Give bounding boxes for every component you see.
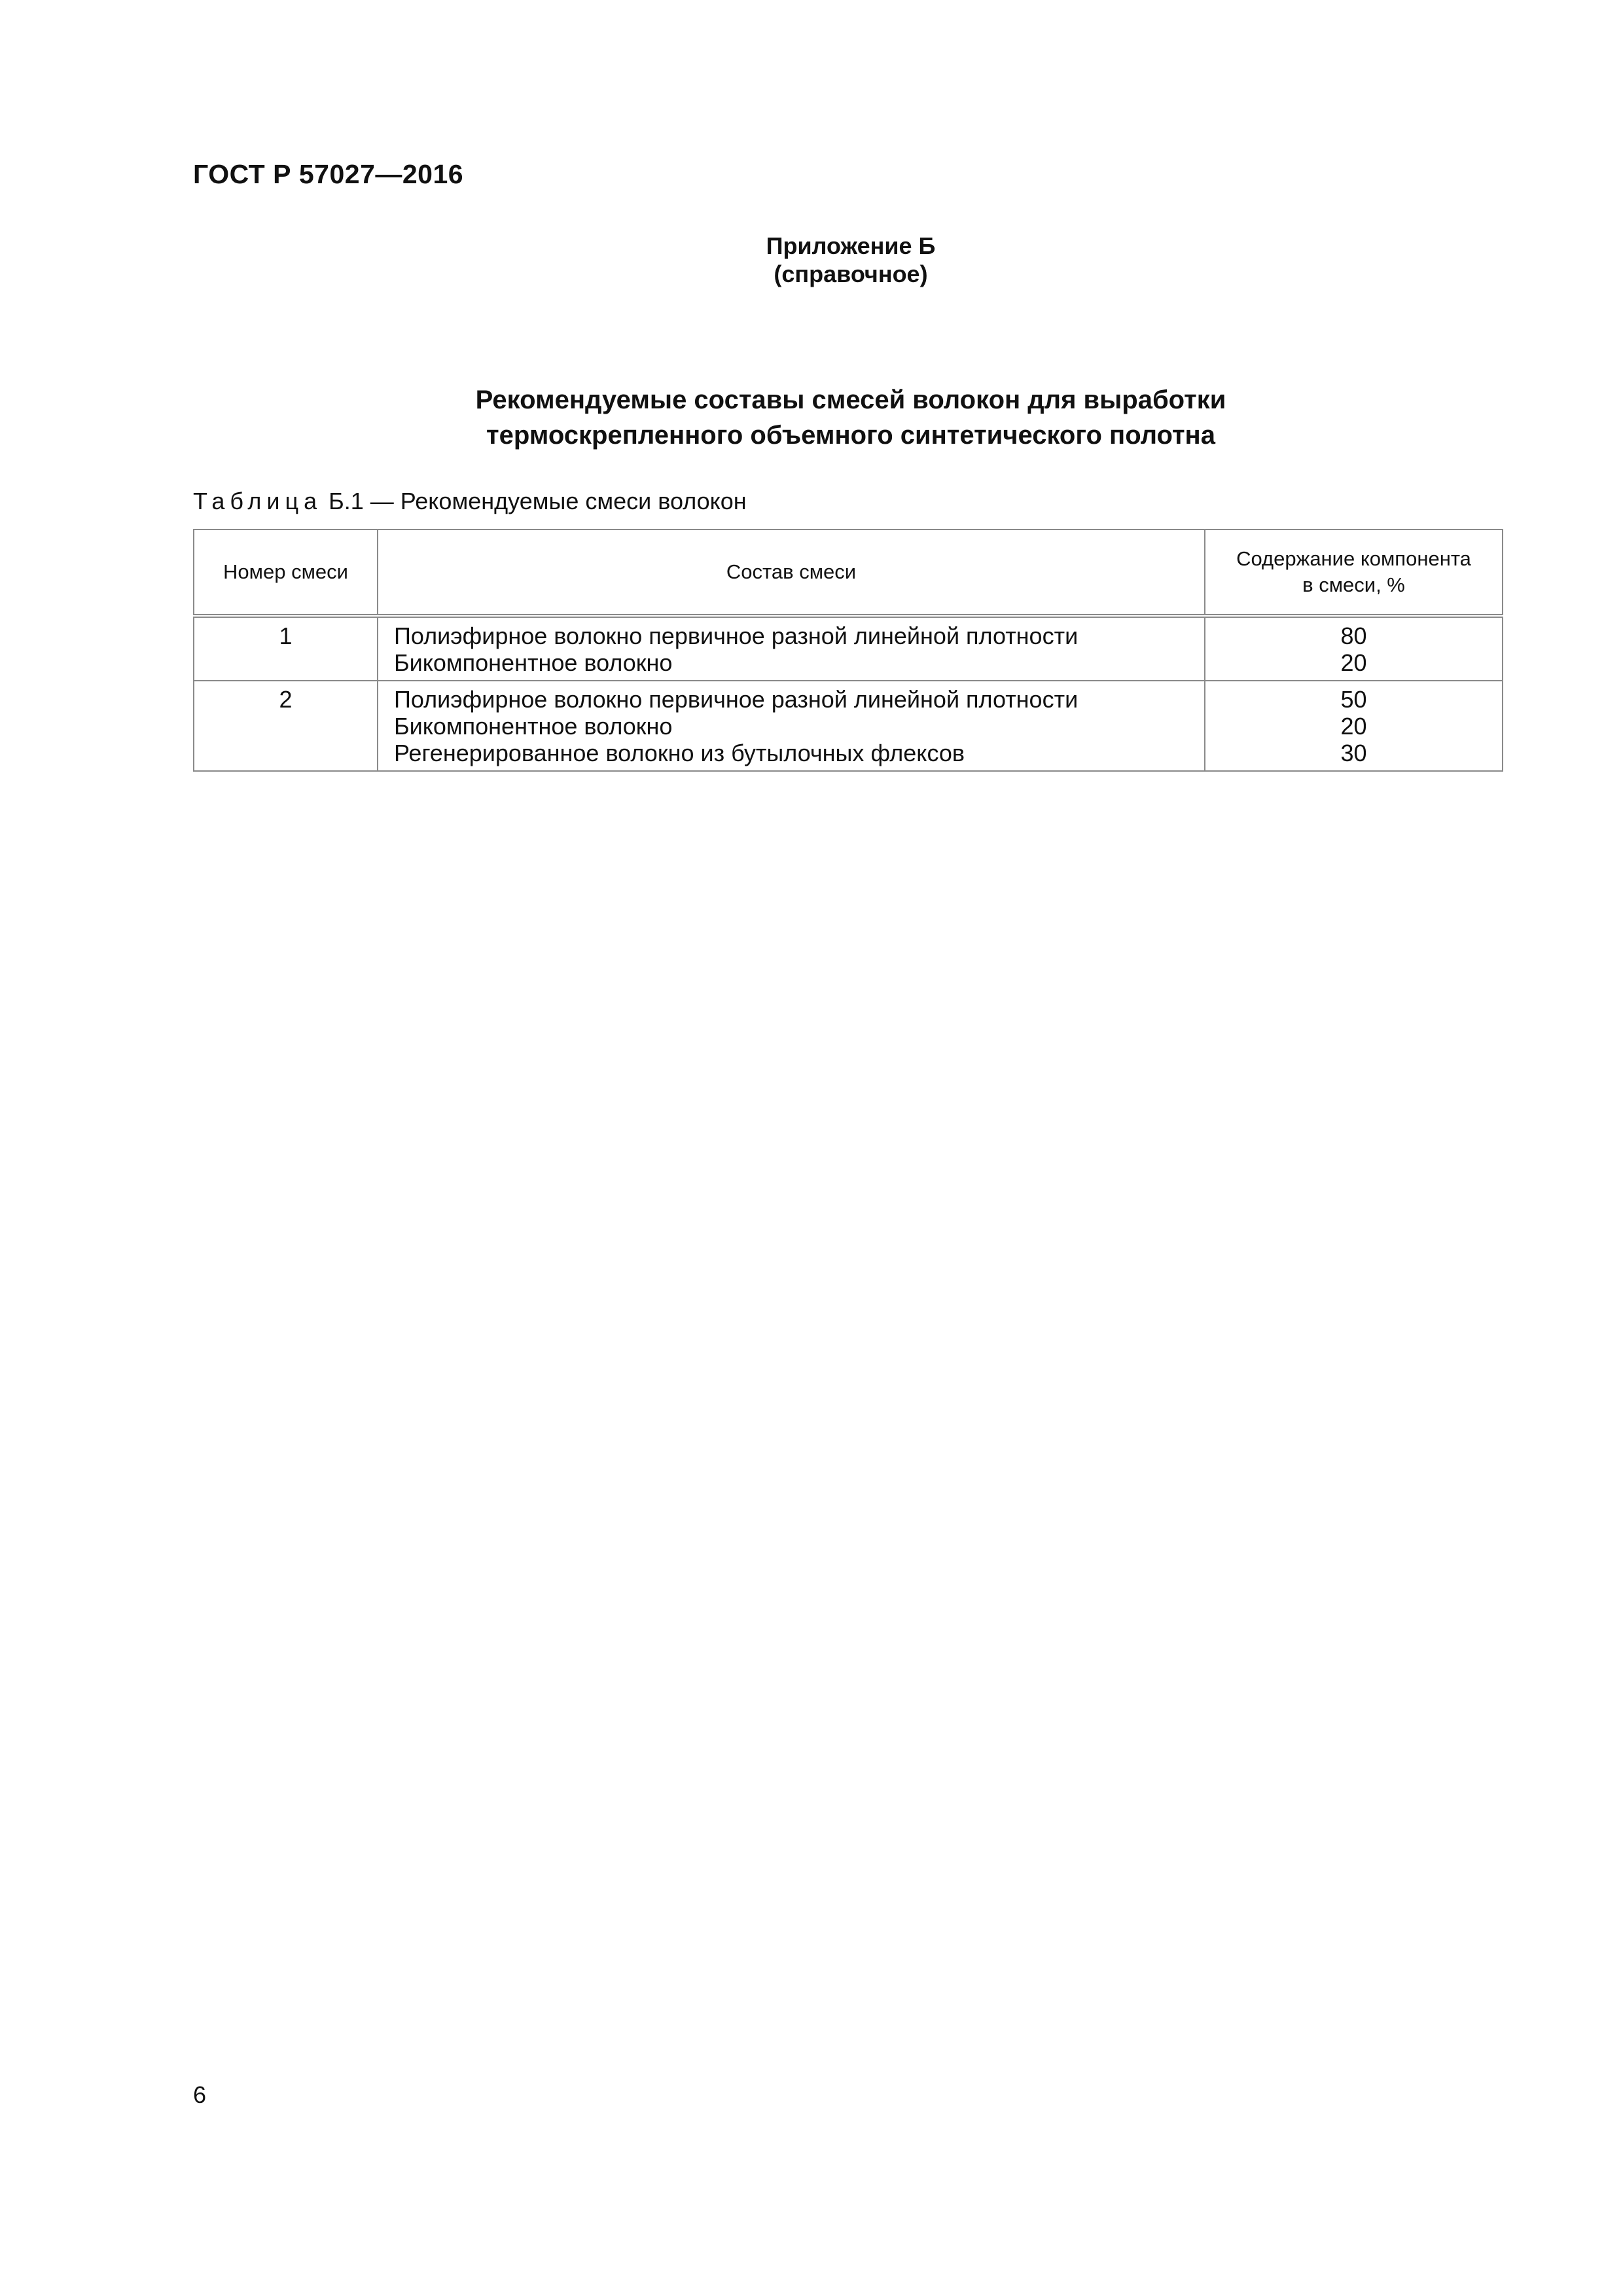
header-content-line-2: в смеси, % (1302, 573, 1405, 596)
table-header-row (194, 529, 1503, 616)
mix-number-cell: 1 (194, 616, 378, 681)
component-name: Бикомпонентное волокно (394, 713, 673, 740)
section-title-line-1: Рекомендуемые составы смесей волокон для выработки (475, 386, 1226, 414)
appendix-label: Приложение Б (766, 232, 936, 259)
component-name: Полиэфирное волокно первичное разной линейной плотности (394, 686, 1079, 713)
component-percent: 80 (1340, 622, 1367, 649)
mix-composition-cell (378, 681, 1205, 771)
component-name: Бикомпонентное волокно (394, 649, 673, 676)
component-percent: 50 (1340, 686, 1367, 713)
fiber-mix-table (193, 529, 1503, 772)
table-caption (193, 488, 747, 515)
component-content-cell (1205, 616, 1503, 681)
component-percent: 20 (1340, 649, 1367, 676)
table-caption-text: Б.1 — Рекомендуемые смеси волокон (322, 488, 747, 514)
table-row (194, 681, 1503, 771)
component-name: Регенерированное волокно из бутылочных флексов (394, 740, 965, 766)
table-caption-word: Таблица (193, 488, 323, 514)
page-number: 6 (193, 2081, 207, 2108)
section-title-line-2: термоскрепленного объемного синтетического полотна (486, 421, 1215, 450)
header-mix-composition: Состав смеси (378, 529, 1205, 616)
component-name: Полиэфирное волокно первичное разной линейной плотности (394, 622, 1079, 649)
component-content-cell (1205, 681, 1503, 771)
header-mix-number: Номер смеси (194, 529, 378, 616)
header-component-content (1205, 529, 1503, 616)
mix-composition-cell (378, 616, 1205, 681)
appendix-type: (справочное) (774, 260, 928, 287)
table-row (194, 616, 1503, 681)
component-percent: 30 (1340, 740, 1367, 766)
mix-number-cell: 2 (194, 681, 378, 771)
header-content-line-1: Содержание компонента (1236, 547, 1471, 570)
component-percent: 20 (1340, 713, 1367, 740)
document-code: ГОСТ Р 57027—2016 (193, 159, 464, 189)
